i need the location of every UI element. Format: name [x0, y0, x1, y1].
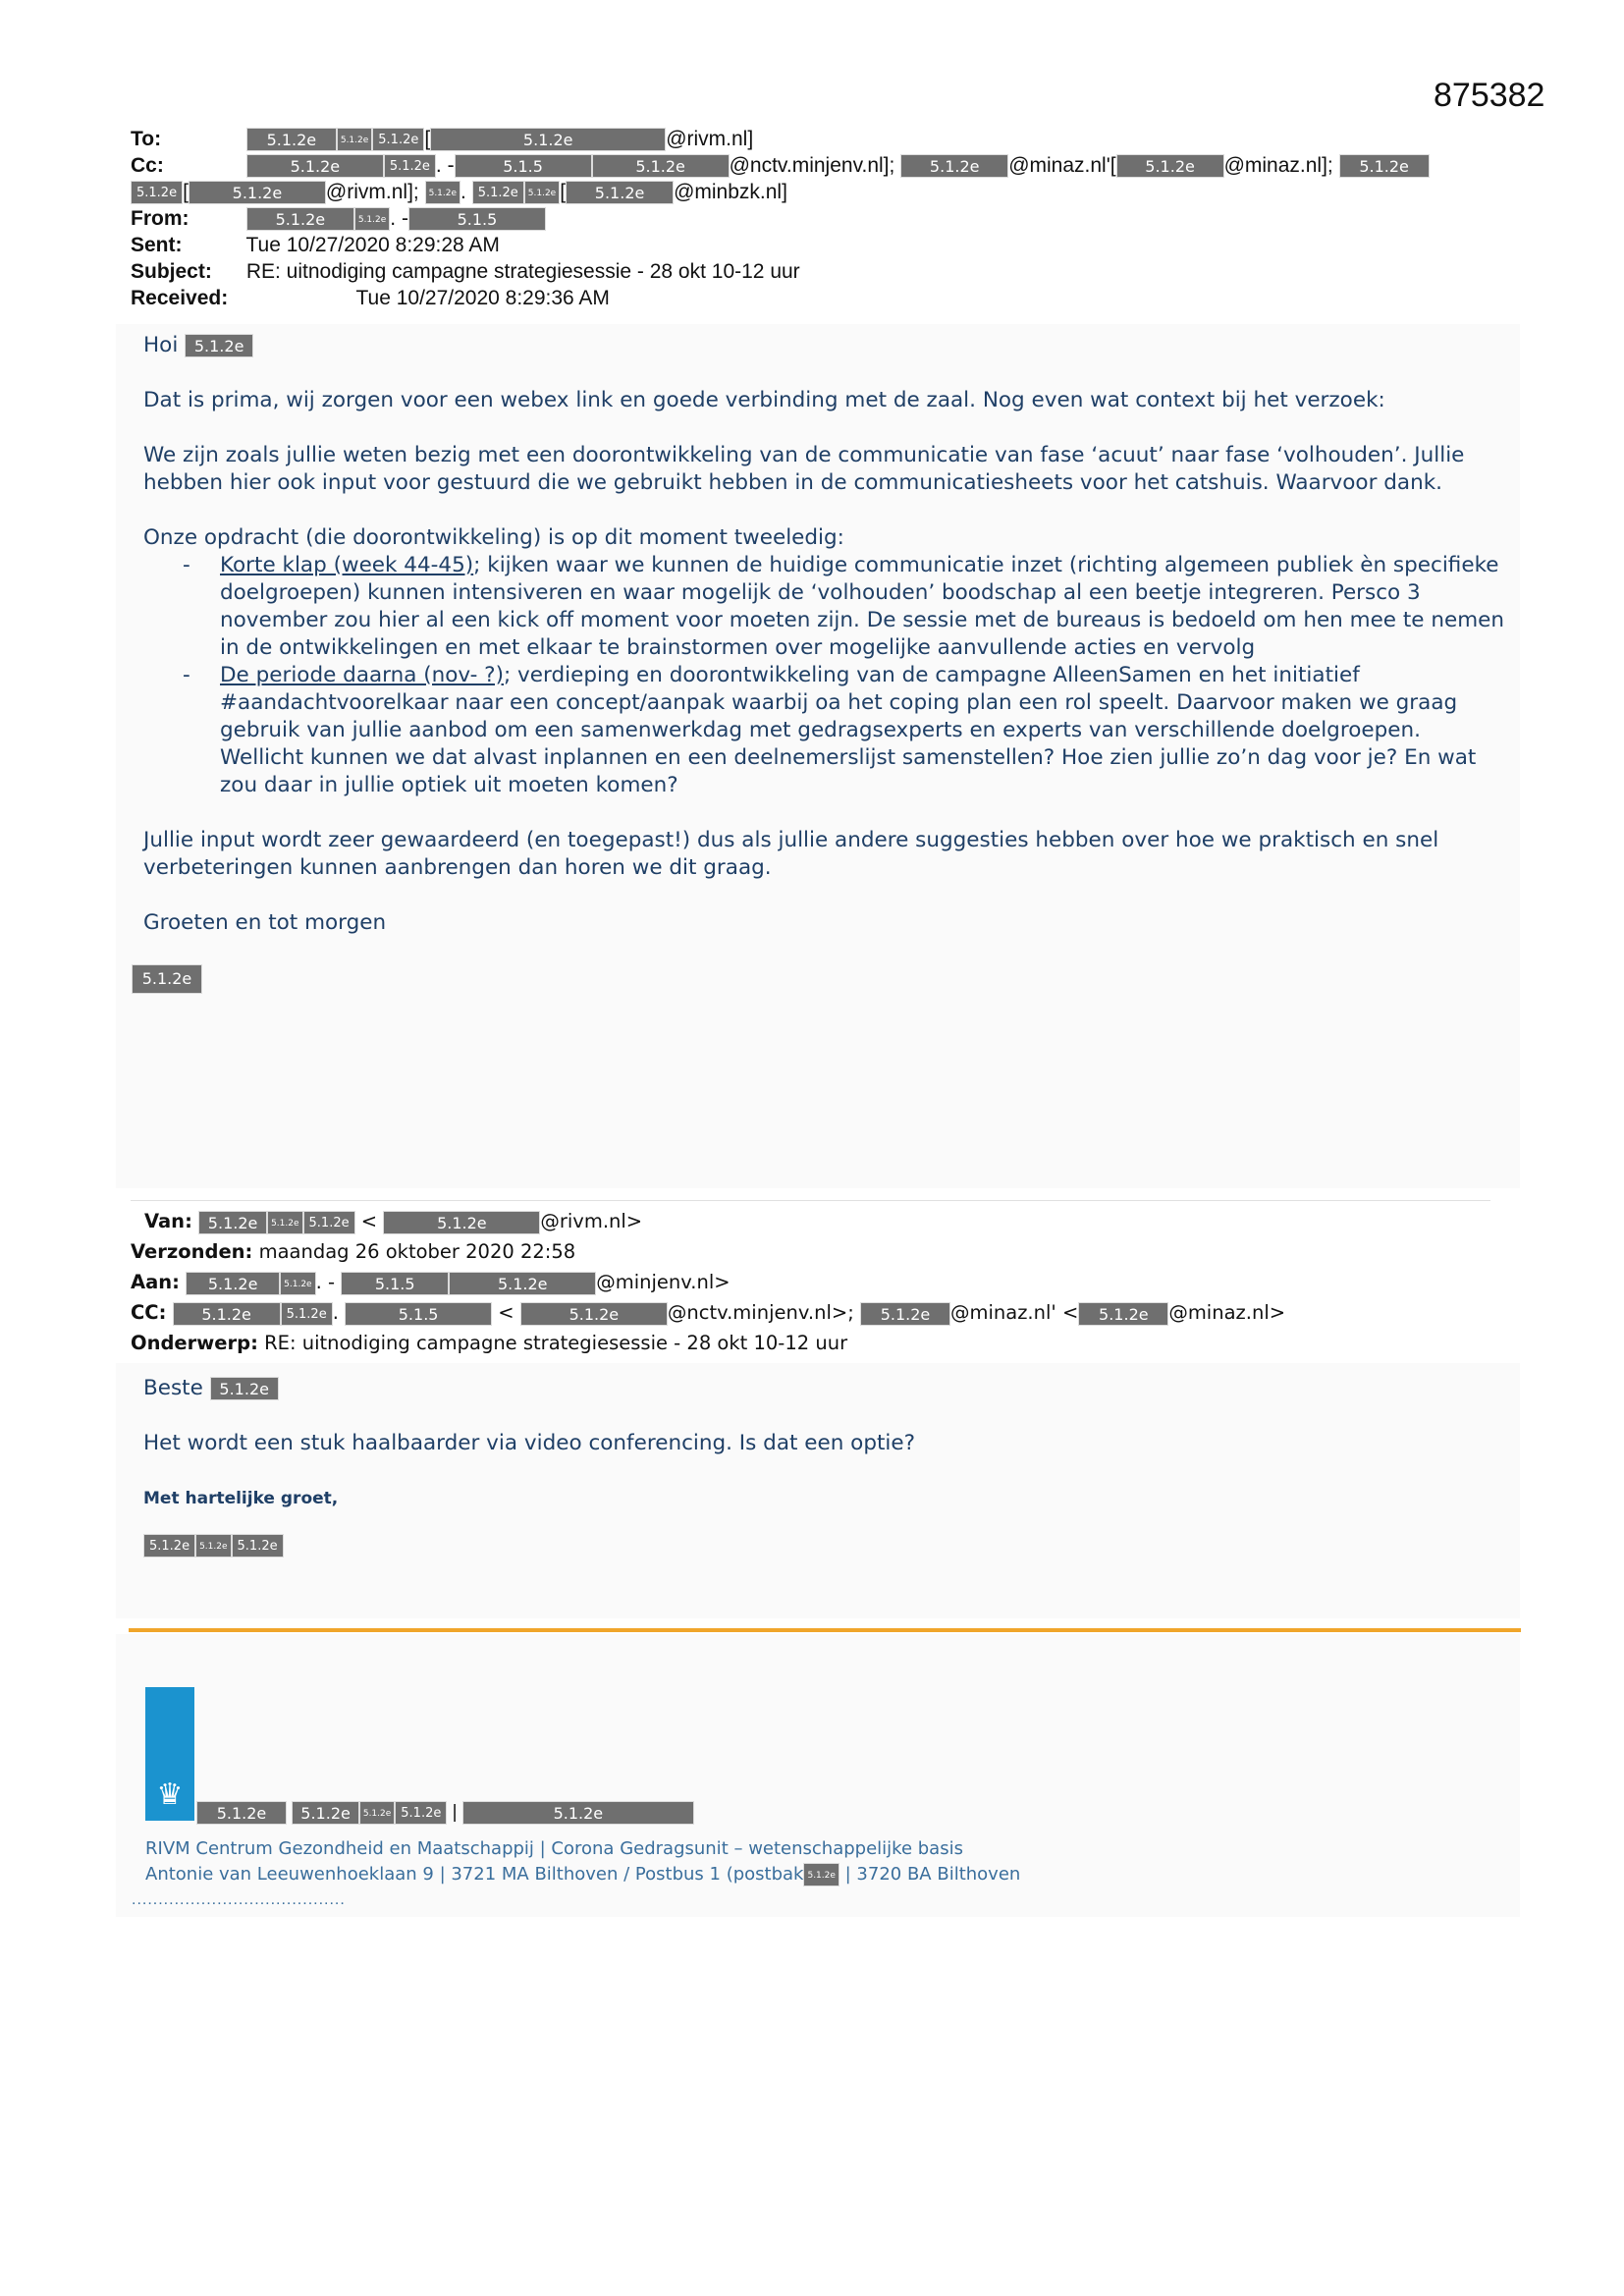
- redaction: 5.1.2e: [173, 1302, 281, 1326]
- redaction: 5.1.2e: [281, 1302, 333, 1326]
- forwarded-header: [131, 1206, 1505, 1358]
- cc-row-2: 5.1.2e [ 5.1.2e @rivm.nl]; 5.1.2e . 5.1.2e 5.1.2e [ 5.1.2e @minbzk.nl]: [131, 179, 1544, 205]
- received-label: Received:: [131, 287, 229, 309]
- redaction: 5.1.2e: [566, 181, 674, 204]
- footer-organisation: RIVM Centrum Gezondheid en Maatschappij | Corona Gedragsunit – wetenschappelijke basis: [145, 1838, 963, 1859]
- aan-domain: @minjenv.nl>: [596, 1271, 731, 1293]
- sent-label: Sent:: [131, 234, 183, 256]
- cc-domain: @nctv.minjenv.nl];: [729, 154, 895, 177]
- verzonden-value: maandag 26 oktober 2020 22:58: [258, 1240, 576, 1263]
- cc-domain: @minaz.nl'[: [1008, 154, 1116, 177]
- cc-domain: @minbzk.nl]: [674, 181, 787, 203]
- cc-row: Cc: 5.1.2e 5.1.2e . - 5.1.5 5.1.2e @nctv.minjenv.nl]; 5.1.2e @minaz.nl'[ 5.1.2e @minaz.nl]; 5.1.2e: [131, 152, 1544, 179]
- signature-redaction: 5.1.2e: [132, 964, 202, 994]
- verzonden-label: Verzonden:: [131, 1240, 253, 1263]
- message-text: [143, 332, 1508, 994]
- redaction: 5.1.2e: [449, 1272, 596, 1295]
- greeting: Hoi: [143, 333, 179, 357]
- footer-address: [145, 1863, 1020, 1886]
- van-row: Van: 5.1.2e 5.1.2e 5.1.2e < 5.1.2e @rivm.nl>: [144, 1210, 643, 1232]
- subject-label: Subject:: [131, 260, 212, 283]
- van-domain: @rivm.nl>: [540, 1210, 643, 1232]
- redaction: 5.1.2e: [232, 1534, 284, 1558]
- redaction: 5.1.2e: [246, 207, 354, 231]
- rijksoverheid-logo: [145, 1687, 194, 1821]
- van-label: Van:: [144, 1210, 192, 1232]
- redaction: 5.1.2e: [196, 1801, 287, 1825]
- received-value: Tue 10/27/2020 8:29:36 AM: [355, 287, 610, 309]
- redaction: 5.1.2e: [1078, 1302, 1168, 1326]
- royal-crest-icon: ♛: [156, 1778, 184, 1811]
- sent-row: [131, 232, 1544, 258]
- bullet-link[interactable]: De periode daarna (nov- ?): [220, 663, 504, 687]
- message-body: [116, 324, 1520, 1188]
- message-body-2: [116, 1363, 1520, 1618]
- redaction: 5.1.2e: [860, 1302, 950, 1326]
- paragraph: We zijn zoals jullie weten bezig met een doorontwikkeling van de communicatie van fase ‘acuut’ naar fase ‘volhouden’. Jullie hebben hier ook input voor gestuurd die we gebruikt hebben in de communicatiesheets voor het catshuis. Waarvoor dank.: [143, 443, 1465, 495]
- redaction: 5.1.5: [341, 1272, 449, 1295]
- paragraph: Jullie input wordt zeer gewaardeerd (en toegepast!) dus als jullie andere suggesties hebben over hoe we praktisch en snel verbeteringen kunnen aanbrengen dan horen we dit graag.: [143, 828, 1439, 880]
- redaction: 5.1.2e: [210, 1377, 279, 1400]
- redaction: 5.1.2e: [395, 1801, 447, 1825]
- redaction: 5.1.2e: [359, 1801, 395, 1825]
- redaction: 5.1.2e: [900, 154, 1008, 178]
- redaction: 5.1.2e: [185, 334, 253, 357]
- paragraph: Onze opdracht (die doorontwikkeling) is op dit moment tweeledig:: [143, 525, 844, 550]
- to-domain: @rivm.nl]: [666, 128, 754, 150]
- redaction: 5.1.2e: [189, 181, 326, 204]
- redaction: 5.1.2e: [246, 128, 337, 151]
- sent-value: Tue 10/27/2020 8:29:28 AM: [245, 234, 500, 256]
- message-text-2: [143, 1375, 1508, 1559]
- redaction: 5.1.2e: [592, 154, 730, 178]
- redaction: 5.1.2e: [354, 207, 390, 231]
- footer-divider: [129, 1628, 1521, 1632]
- footer-name-redactions: [196, 1801, 694, 1825]
- cc-label: Cc:: [131, 154, 164, 177]
- aan-row: Aan: 5.1.2e 5.1.2e . - 5.1.5 5.1.2e @minjenv.nl>: [131, 1271, 731, 1293]
- greeting: Beste: [143, 1376, 203, 1400]
- list-item: - Korte klap (week 44-45); kijken waar we kunnen de huidige communicatie inzet (richting algemeen publiek èn specifieke doelgroepen) kunnen intensiveren en waar mogelijk de ‘volhouden’ boodschap al een beetje integreren. Persco 3 november zou hier al een kick off moment voor moeten zijn. De sessie met de bureaus is bedoeld om hen mee te nemen in de ontwikkelingen en met elkaar te brainstormen over mogelijke aanvullende acties en vervolg: [183, 553, 1505, 660]
- onderwerp-label: Onderwerp:: [131, 1332, 258, 1354]
- divider: [131, 1200, 1490, 1201]
- cc-label: CC:: [131, 1301, 167, 1324]
- dotted-line: ........................................: [132, 1891, 346, 1908]
- redaction: 5.1.2e: [372, 128, 424, 151]
- redaction: 5.1.2e: [383, 1211, 540, 1234]
- redaction: 5.1.2e: [186, 1272, 280, 1295]
- paragraph: Het wordt een stuk haalbaarder via video conferencing. Is dat een optie?: [143, 1431, 916, 1455]
- redaction: 5.1.2e: [267, 1211, 302, 1234]
- redaction: 5.1.2e: [198, 1211, 267, 1234]
- onderwerp-value: RE: uitnodiging campagne strategiesessie - 28 okt 10-12 uur: [264, 1332, 848, 1354]
- redaction: 5.1.2e: [195, 1534, 231, 1558]
- verzonden-row: [131, 1236, 1505, 1267]
- from-row: From: 5.1.2e 5.1.2e . - 5.1.5: [131, 205, 1544, 232]
- received-row: [131, 285, 1544, 311]
- separator: |: [452, 1802, 458, 1824]
- redaction: 5.1.2e: [803, 1863, 839, 1886]
- redaction: 5.1.2e: [1339, 154, 1430, 178]
- onderwerp-row: [131, 1328, 1505, 1358]
- redaction: 5.1.2e: [337, 128, 372, 151]
- closing: Groeten en tot morgen: [143, 910, 387, 935]
- redaction: 5.1.2e: [430, 128, 666, 151]
- footer-address-part: | 3720 BA Bilthoven: [844, 1864, 1021, 1885]
- redaction: 5.1.2e: [520, 1302, 668, 1326]
- cc-domain: @minaz.nl>: [1168, 1301, 1286, 1324]
- aan-label: Aan:: [131, 1271, 180, 1293]
- redaction: 5.1.2e: [246, 154, 384, 178]
- redaction: 5.1.5: [455, 154, 592, 178]
- redaction: 5.1.5: [408, 207, 546, 231]
- subject-value: RE: uitnodiging campagne strategiesessie - 28 okt 10-12 uur: [245, 260, 800, 283]
- redaction: 5.1.2e: [524, 181, 560, 204]
- cc-domain: @rivm.nl];: [325, 181, 419, 203]
- cc-domain: @nctv.minjenv.nl>;: [667, 1301, 854, 1324]
- bullet-list: [143, 552, 1508, 799]
- cc-domain: @minaz.nl' <: [949, 1301, 1079, 1324]
- redaction: 5.1.2e: [303, 1211, 355, 1234]
- redaction: 5.1.2e: [280, 1272, 315, 1295]
- redaction: 5.1.2e: [472, 181, 524, 204]
- cc-domain: @minaz.nl];: [1223, 154, 1333, 177]
- from-label: From:: [131, 207, 189, 230]
- signoff: Met hartelijke groet,: [143, 1489, 339, 1508]
- redaction: 5.1.2e: [462, 1801, 694, 1825]
- redaction: 5.1.2e: [143, 1534, 195, 1558]
- cc-row: CC: 5.1.2e 5.1.2e . 5.1.5 < 5.1.2e @nctv.minjenv.nl>; 5.1.2e @minaz.nl' < 5.1.2e @minaz.nl>: [131, 1301, 1286, 1324]
- redaction: 5.1.2e: [1116, 154, 1224, 178]
- bullet-link[interactable]: Korte klap (week 44-45): [220, 553, 474, 577]
- footer-address-part: Antonie van Leeuwenhoeklaan 9 | 3721 MA Bilthoven / Postbus 1 (postbak: [145, 1864, 804, 1885]
- redaction: 5.1.2e: [425, 181, 460, 204]
- to-label: To:: [131, 128, 162, 150]
- bullet-text: ; kijken waar we kunnen de huidige communicatie inzet (richting algemeen publiek èn specifieke doelgroepen) kunnen intensiveren en waar mogelijk de ‘volhouden’ boodschap al een beetje integreren. Persco 3 november zou hier al een kick off moment voor moeten zijn. De sessie met de bureaus is bedoeld om hen mee te nemen in de ontwikkelingen en met elkaar te brainstormen over mogelijke aanvullende acties en vervolg: [220, 553, 1505, 660]
- redaction: 5.1.2e: [131, 181, 183, 204]
- list-item: - De periode daarna (nov- ?); verdieping en doorontwikkeling van de campagne AlleenSamen en het initiatief #aandachtvoorelkaar naar een concept/aanpak waarbij oa het coping plan een rol speelt. Daarvoor maken we graag gebruik van jullie aanbod om een samenwerkdag met gedragsexperts en experts van verschillende doelgroepen. Wellicht kunnen we dat alvast inplannen en een deelnemerslijst samenstellen? Hoe zien jullie zo’n dag voor je? En wat zou daar in jullie optiek uit moeten komen?: [183, 663, 1477, 797]
- redaction: 5.1.5: [345, 1302, 492, 1326]
- redaction: 5.1.2e: [292, 1801, 359, 1825]
- email-header: [131, 126, 1544, 311]
- to-row: To: 5.1.2e 5.1.2e 5.1.2e [ 5.1.2e @rivm.nl]: [131, 128, 754, 150]
- paragraph: Dat is prima, wij zorgen voor een webex link en goede verbinding met de zaal. Nog even wat context bij het verzoek:: [143, 388, 1385, 412]
- redaction: 5.1.2e: [384, 154, 436, 178]
- subject-row: [131, 258, 1544, 285]
- bullet-text: ; verdieping en doorontwikkeling van de campagne AlleenSamen en het initiatief #aandachtvoorelkaar naar een concept/aanpak waarbij oa het coping plan een rol speelt. Daarvoor maken we graag gebruik van jullie aanbod om een samenwerkdag met gedragsexperts en experts van verschillende doelgroepen. Wellicht kunnen we dat alvast inplannen en een deelnemerslijst samenstellen? Hoe zien jullie zo’n dag voor je? En wat zou daar in jullie optiek uit moeten komen?: [220, 663, 1477, 797]
- document-number: 875382: [1434, 77, 1545, 114]
